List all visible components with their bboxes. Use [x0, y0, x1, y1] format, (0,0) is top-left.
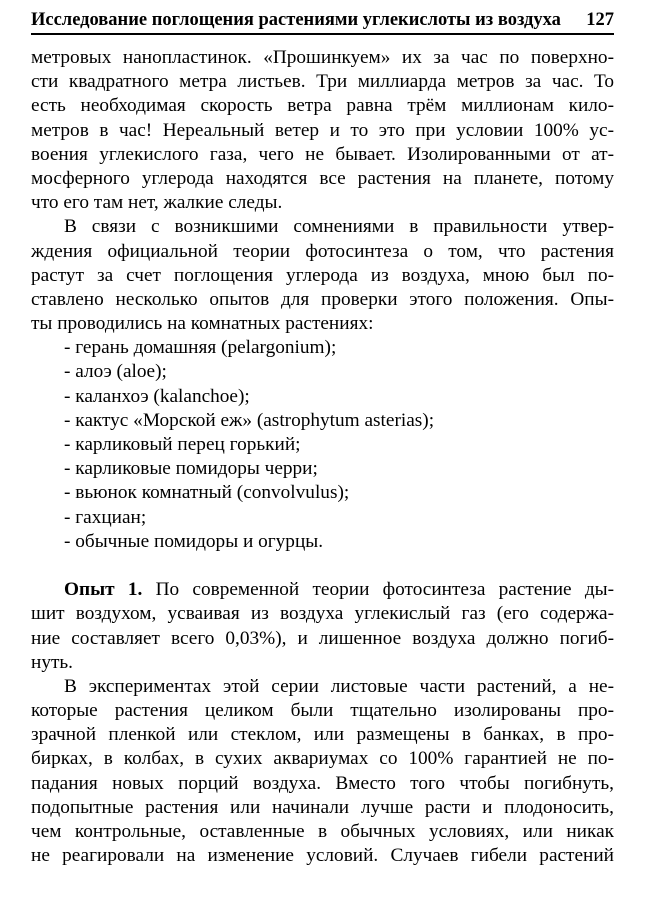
list-item: - вьюнок комнатный (convolvulus); [64, 482, 350, 504]
text-line: ждения официальной теории фотосинтеза о том, что растения [31, 240, 614, 262]
list-item: - каланхоэ (kalanchoe); [64, 385, 250, 407]
list-item: - карликовый перец горький; [64, 434, 301, 455]
text-line: шит воздухом, усваивая из воздуха углекислый газ (его содержа- [31, 603, 614, 625]
text-line: которые растения целиком были тщательно изолированы про- [31, 700, 614, 722]
text-line: сти квадратного метра листьев. Три миллиарда метров за час. То [31, 71, 614, 93]
text-line: падания новых порций воздуха. Вместо того чтобы погибнуть, [31, 772, 614, 794]
text-line: метровых нанопластинок. «Прошинкуем» их за час по поверхно- [31, 47, 614, 68]
list-item: - герань домашняя (pelargonium); [64, 337, 337, 359]
text-line: ты проводились на комнатных растениях: [31, 313, 374, 335]
text-line: есть необходимая скорость ветра равна трём миллионам кило- [31, 95, 614, 117]
list-item: - обычные помидоры и огурцы. [64, 530, 324, 552]
text-line: В экспериментах этой серии листовые части растений, а не- [64, 675, 614, 697]
page-number: 127 [586, 10, 614, 30]
paragraph-experiment-1 [31, 578, 614, 675]
text-line: зрачной пленкой или стеклом, или размещены в банках, в про- [31, 724, 614, 746]
paragraph-experiments [31, 675, 614, 869]
running-header [31, 7, 614, 35]
list-item: - кактус «Морской еж» (astrophytum asterias); [64, 409, 435, 431]
page-body [31, 46, 614, 868]
text-line: нуть. [31, 651, 73, 673]
text-line: не реагировали на изменение условий. Случаев гибели растений [31, 845, 614, 867]
text-line: чем контрольные, оставленные в обычных условиях, или никак [31, 821, 614, 842]
blank-line [31, 554, 614, 578]
text-line: растут за счет поглощения углерода из воздуха, мною был по- [31, 264, 614, 286]
experiment-label: Опыт 1. [64, 579, 143, 601]
text-line: ставлено несколько опытов для проверки этого положения. Опы- [31, 288, 614, 310]
text-line: что его там нет, жалкие следы. [31, 192, 283, 214]
plant-list [31, 336, 614, 554]
paragraph-doubts [31, 215, 614, 336]
experiment-intro: По современной теории фотосинтеза растение ды- [155, 579, 614, 601]
list-item: - гахциан; [64, 506, 147, 528]
running-title: Исследование поглощения растениями углекислоты из воздуха [31, 10, 561, 30]
text-line: В связи с возникшими сомнениями в правильности утвер- [64, 216, 614, 238]
text-line: метров в час! Нереальный ветер и то это при условии 100% ус- [31, 119, 614, 141]
text-line: бирках, в колбах, в сухих аквариумах со 100% гарантией не по- [31, 748, 614, 770]
text-line [31, 578, 614, 602]
list-item: - алоэ (aloe); [64, 361, 167, 383]
text-line: ние составляет всего 0,03%), и лишенное воздуха должно погиб- [31, 627, 614, 649]
text-line: подопытные растения или начинали лучше расти и плодоносить, [31, 796, 614, 818]
list-item: - карликовые помидоры черри; [64, 458, 318, 480]
text-line: воения углекислого газа, чего не бывает. Изолированными от ат- [31, 143, 614, 165]
paragraph-continuation [31, 46, 614, 215]
text-line: мосферного углерода находятся все растения на планете, потому [31, 167, 614, 189]
